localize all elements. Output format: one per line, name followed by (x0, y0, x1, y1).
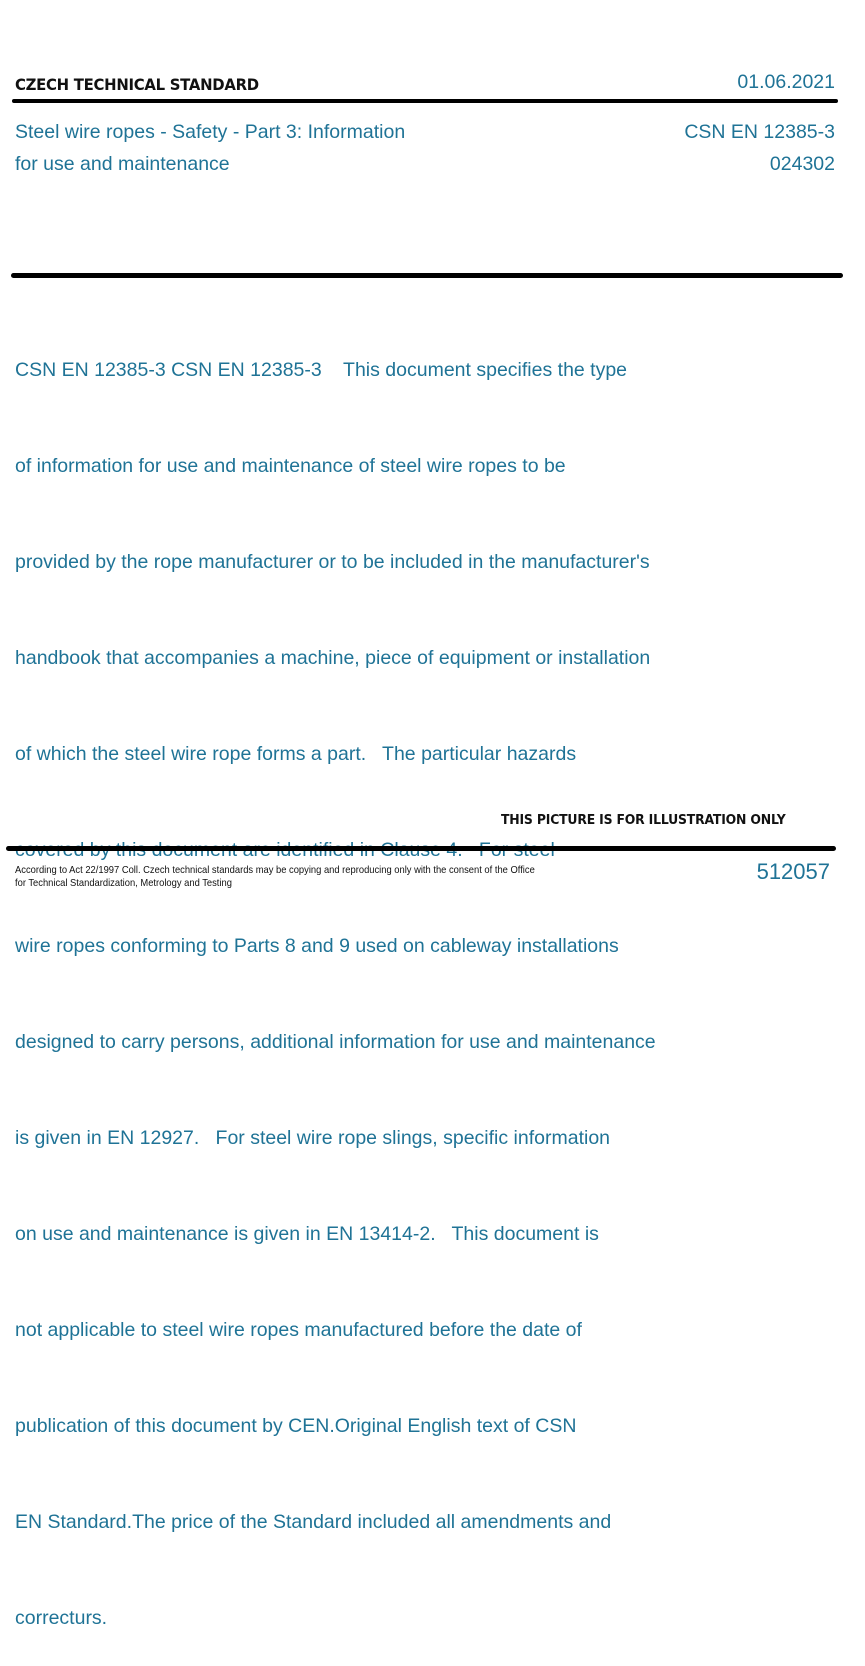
abstract-line: publication of this document by CEN.Original English text of CSN (15, 1415, 577, 1437)
abstract-line: CSN EN 12385-3 CSN EN 12385-3 This document specifies the type (15, 359, 628, 381)
abstract-line: handbook that accompanies a machine, piece of equipment or installation (15, 647, 651, 669)
abstract-line: EN Standard.The price of the Standard included all amendments and (15, 1511, 612, 1533)
section-divider (11, 273, 843, 278)
abstract-line: designed to carry persons, additional information for use and maintenance (15, 1031, 656, 1053)
document-identifiers (684, 116, 835, 180)
abstract-line: provided by the rope manufacturer or to be included in the manufacturer's (15, 551, 650, 573)
abstract-line: is given in EN 12927. For steel wire rope slings, specific information (15, 1127, 611, 1149)
abstract-line: not applicable to steel wire ropes manufactured before the date of (15, 1319, 582, 1341)
illustration-disclaimer: THIS PICTURE IS FOR ILLUSTRATION ONLY (501, 812, 786, 828)
abstract-line: correcturs. (15, 1607, 108, 1629)
footer-divider (6, 846, 836, 851)
catalog-number: 512057 (756, 859, 830, 884)
abstract-line: on use and maintenance is given in EN 13414-2. This document is (15, 1223, 599, 1245)
title-line-1: Steel wire ropes - Safety - Part 3: Information (15, 121, 406, 143)
document-title (15, 116, 485, 180)
legal-line-2: for Technical Standardization, Metrology and Testing (15, 878, 232, 889)
header-divider (12, 99, 838, 103)
standard-type-label: CZECH TECHNICAL STANDARD (15, 75, 259, 94)
standard-code: CSN EN 12385-3 (684, 121, 835, 143)
abstract-line: wire ropes conforming to Parts 8 and 9 used on cableway installations (15, 935, 619, 957)
abstract-line: of which the steel wire rope forms a part. The particular hazards (15, 743, 577, 765)
abstract-line: of information for use and maintenance of steel wire ropes to be (15, 455, 566, 477)
class-number: 024302 (769, 153, 835, 175)
title-line-2: for use and maintenance (15, 153, 230, 175)
publication-date: 01.06.2021 (737, 71, 835, 93)
legal-line-1: According to Act 22/1997 Coll. Czech technical standards may be copying and reproducing only with the consent of the Office (15, 865, 535, 876)
abstract-text (15, 290, 735, 1666)
legal-notice (15, 864, 567, 890)
